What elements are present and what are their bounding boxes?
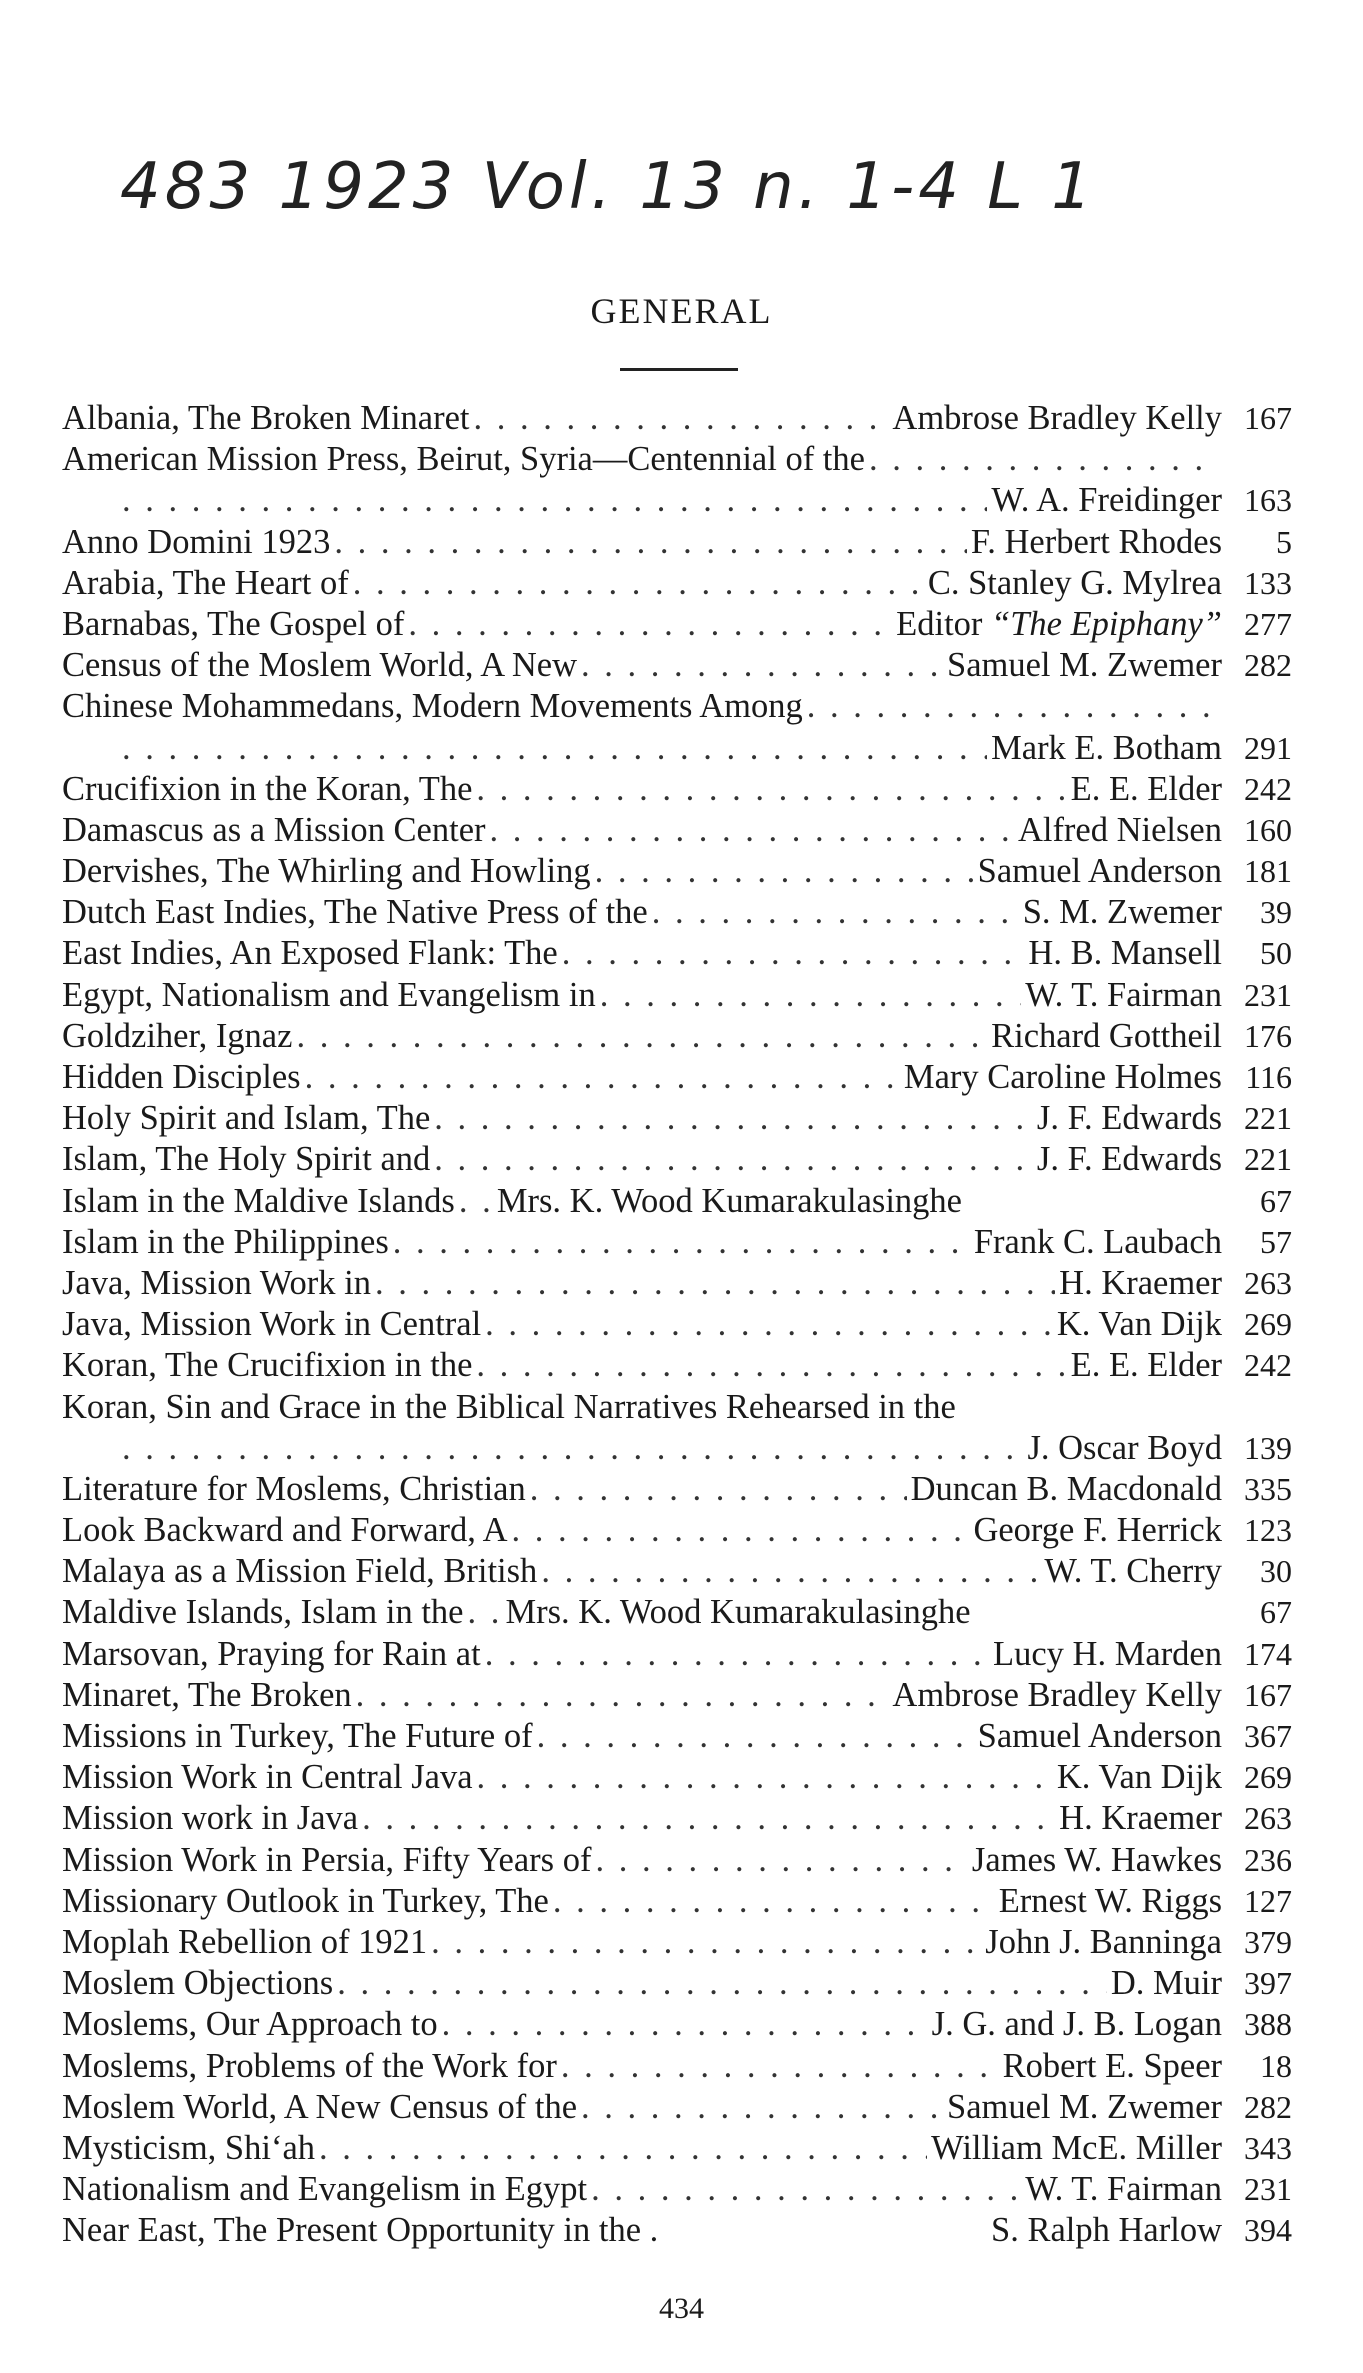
index-entry (62, 1469, 1292, 1510)
entry-page: 263 (1244, 1264, 1292, 1301)
index-entry (62, 2046, 1292, 2087)
index-entry (62, 398, 1292, 439)
index-entry-continuation (62, 1428, 1292, 1469)
entry-author: E. E. Elder (1070, 769, 1222, 808)
entry-author: “The Epiphany” (991, 604, 1222, 643)
entry-author: W. A. Freidinger (991, 481, 1222, 520)
entry-author: Alfred Nielsen (1017, 810, 1222, 849)
entry-page: 139 (1244, 1429, 1292, 1466)
title-rule (620, 368, 738, 371)
entry-page: 221 (1244, 1141, 1292, 1178)
entry-topic: Java, Mission Work in Central (62, 1305, 482, 1344)
index-entry (62, 1592, 1292, 1633)
index-entry (62, 1016, 1292, 1057)
entry-topic: Islam in the Maldive Islands (62, 1181, 455, 1220)
entry-page: 160 (1244, 811, 1292, 848)
entry-page: 236 (1244, 1841, 1292, 1878)
entry-topic: Egypt, Nationalism and Evangelism in (62, 975, 596, 1014)
entry-page: 397 (1244, 1965, 1292, 2002)
entry-author: W. T. Cherry (1044, 1552, 1222, 1591)
index-entry (62, 1510, 1292, 1551)
index-entry (62, 1222, 1292, 1263)
entry-page: 291 (1244, 729, 1292, 766)
index-entry (62, 2004, 1292, 2045)
entry-topic: Mission Work in Persia, Fifty Years of (62, 1840, 592, 1879)
index-entry (62, 1963, 1292, 2004)
index-entry (62, 851, 1292, 892)
entry-topic: Chinese Mohammedans, Modern Movements Among (62, 687, 803, 726)
index-entry (62, 645, 1292, 686)
index-list (62, 398, 1292, 2251)
entry-author: H. Kraemer (1059, 1263, 1222, 1302)
entry-page: 57 (1260, 1223, 1292, 1260)
index-entry (62, 810, 1292, 851)
entry-page: 335 (1244, 1470, 1292, 1507)
entry-page: 282 (1244, 647, 1292, 684)
index-entry (62, 439, 1292, 480)
entry-author: S. M. Zwemer (1022, 893, 1222, 932)
index-entry (62, 1634, 1292, 1675)
index-entry (62, 1345, 1292, 1386)
entry-page: 277 (1244, 605, 1292, 642)
index-entry (62, 769, 1292, 810)
entry-page: 231 (1244, 976, 1292, 1013)
entry-topic: Koran, Sin and Grace in the Biblical Narratives Rehearsed in the (62, 1387, 956, 1426)
entry-author: Mrs. K. Wood Kumarakulasinghe (505, 1593, 971, 1632)
entry-topic: Anno Domini 1923 (62, 522, 331, 561)
entry-author: Duncan B. Macdonald (910, 1469, 1222, 1508)
entry-page: 269 (1244, 1759, 1292, 1796)
index-entry (62, 1675, 1292, 1716)
entry-page: 167 (1244, 1676, 1292, 1713)
entry-author: Samuel Anderson (977, 852, 1222, 891)
index-entry (62, 604, 1292, 645)
index-entry (62, 1057, 1292, 1098)
entry-page: 282 (1244, 2088, 1292, 2125)
index-entry-continuation (62, 728, 1292, 769)
entry-page: 343 (1244, 2129, 1292, 2166)
entry-topic: Mission work in Java (62, 1799, 359, 1838)
index-entry (62, 892, 1292, 933)
entry-page: 39 (1260, 894, 1292, 931)
entry-page: 50 (1260, 935, 1292, 972)
entry-topic: Mission Work in Central Java (62, 1758, 473, 1797)
entry-author: Richard Gottheil (991, 1016, 1222, 1055)
handwritten-call-number: 483 1923 Vol. 13 n. 1-4 L 1 (120, 150, 1096, 224)
page-number: 434 (659, 2292, 704, 2325)
entry-topic: Crucifixion in the Koran, The (62, 769, 473, 808)
index-entry (62, 1304, 1292, 1345)
index-entry (62, 563, 1292, 604)
entry-topic: Moslem World, A New Census of the (62, 2087, 578, 2126)
entry-author: F. Herbert Rhodes (970, 522, 1222, 561)
entry-page: 221 (1244, 1100, 1292, 1137)
index-entry (62, 1139, 1292, 1180)
index-entry (62, 975, 1292, 1016)
entry-topic: Near East, The Present Opportunity in the . (62, 2211, 659, 2250)
entry-author: J. G. and J. B. Logan (931, 2005, 1222, 2044)
index-entry (62, 1716, 1292, 1757)
entry-page: 181 (1244, 853, 1292, 890)
index-entry (62, 2210, 1292, 2251)
entry-page: 167 (1244, 400, 1292, 436)
entry-author: Ernest W. Riggs (998, 1881, 1222, 1920)
entry-page: 133 (1244, 564, 1292, 601)
entry-page: 174 (1244, 1635, 1292, 1672)
entry-topic: Mysticism, Shi‘ah (62, 2128, 316, 2167)
entry-topic: East Indies, An Exposed Flank: The (62, 934, 558, 973)
entry-author-prefix: Editor (896, 604, 992, 643)
entry-topic: Minaret, The Broken (62, 1675, 352, 1714)
index-entry (62, 522, 1292, 563)
entry-page: 367 (1244, 1718, 1292, 1754)
entry-author: Ambrose Bradley Kelly (892, 399, 1222, 437)
entry-topic: Moplah Rebellion of 1921 (62, 1922, 428, 1961)
index-entry (62, 1098, 1292, 1139)
index-entry (62, 1551, 1292, 1592)
entry-page: 269 (1244, 1306, 1292, 1343)
entry-topic: Albania, The Broken Minaret (62, 399, 470, 437)
entry-author: John J. Banninga (985, 1922, 1222, 1961)
index-entry (62, 1881, 1292, 1922)
entry-author: S. Ralph Harlow (991, 2211, 1222, 2250)
entry-author: D. Muir (1110, 1964, 1222, 2003)
entry-page: 123 (1244, 1512, 1292, 1549)
entry-topic: Dutch East Indies, The Native Press of the (62, 893, 648, 932)
entry-author: James W. Hawkes (971, 1840, 1222, 1879)
entry-topic: Barnabas, The Gospel of (62, 604, 405, 643)
index-entry (62, 1798, 1292, 1839)
entry-page: 242 (1244, 1347, 1292, 1384)
entry-page: 163 (1244, 482, 1292, 519)
entry-page: 5 (1276, 523, 1292, 560)
entry-topic: Goldziher, Ignaz (62, 1016, 293, 1055)
entry-topic: Moslem Objections (62, 1964, 334, 2003)
index-entry (62, 1840, 1292, 1881)
entry-author: Robert E. Speer (1002, 2046, 1222, 2085)
entry-page: 231 (1244, 2171, 1292, 2208)
entry-topic: Missionary Outlook in Turkey, The (62, 1881, 549, 1920)
entry-author: C. Stanley G. Mylrea (927, 563, 1222, 602)
entry-topic: Missions in Turkey, The Future of (62, 1717, 533, 1755)
entry-topic: Nationalism and Evangelism in Egypt (62, 2170, 588, 2209)
entry-author: Samuel M. Zwemer (947, 2087, 1222, 2126)
entry-author: Samuel M. Zwemer (947, 646, 1222, 685)
index-entry (62, 2128, 1292, 2169)
entry-page: 30 (1260, 1553, 1292, 1590)
entry-page: 379 (1244, 1923, 1292, 1960)
entry-author: Samuel Anderson (977, 1717, 1222, 1755)
entry-author: Lucy H. Marden (993, 1634, 1222, 1673)
entry-author: W. T. Fairman (1025, 975, 1222, 1014)
section-title: GENERAL (590, 291, 773, 331)
entry-topic: Islam in the Philippines (62, 1222, 389, 1261)
entry-author: J. F. Edwards (1036, 1140, 1222, 1179)
index-entry (62, 1757, 1292, 1798)
index-entry (62, 1387, 1292, 1428)
index-entry (62, 686, 1292, 727)
entry-topic: Maldive Islands, Islam in the (62, 1593, 464, 1632)
entry-topic: Look Backward and Forward, A (62, 1511, 508, 1550)
entry-topic: Hidden Disciples (62, 1058, 301, 1096)
entry-topic: Arabia, The Heart of (62, 563, 349, 602)
entry-topic: Damascus as a Mission Center (62, 810, 486, 849)
entry-topic: Holy Spirit and Islam, The (62, 1099, 431, 1138)
entry-page: 116 (1245, 1059, 1292, 1095)
entry-topic: Java, Mission Work in (62, 1263, 372, 1302)
entry-author: Mrs. K. Wood Kumarakulasinghe (496, 1181, 962, 1220)
entry-author: K. Van Dijk (1056, 1305, 1222, 1344)
entry-topic: Moslems, Problems of the Work for (62, 2046, 557, 2085)
index-entry (62, 2087, 1292, 2128)
entry-author: J. F. Edwards (1036, 1099, 1222, 1138)
entry-page: 176 (1244, 1017, 1292, 1054)
index-entry (62, 1181, 1292, 1222)
entry-topic: Dervishes, The Whirling and Howling (62, 852, 591, 891)
entry-author: E. E. Elder (1070, 1346, 1222, 1385)
entry-author: George F. Herrick (973, 1511, 1222, 1550)
entry-author: Frank C. Laubach (973, 1222, 1222, 1261)
entry-author: H. B. Mansell (1028, 934, 1222, 973)
index-entry (62, 1922, 1292, 1963)
entry-page: 388 (1244, 2006, 1292, 2043)
entry-author: Ambrose Bradley Kelly (892, 1675, 1222, 1714)
entry-page: 394 (1244, 2212, 1292, 2249)
entry-topic: Koran, The Crucifixion in the (62, 1346, 473, 1385)
entry-topic: Malaya as a Mission Field, British (62, 1552, 538, 1591)
entry-author: W. T. Fairman (1025, 2170, 1222, 2209)
entry-topic: Census of the Moslem World, A New (62, 646, 578, 685)
entry-page: 242 (1244, 770, 1292, 807)
entry-author: K. Van Dijk (1056, 1758, 1222, 1797)
entry-topic: Literature for Moslems, Christian (62, 1469, 526, 1508)
entry-topic: American Mission Press, Beirut, Syria—Centennial of the (62, 440, 865, 479)
entry-page: 127 (1244, 1882, 1292, 1919)
entry-page: 67 (1260, 1182, 1292, 1219)
entry-page: 18 (1260, 2047, 1292, 2084)
entry-author: J. Oscar Boyd (1027, 1428, 1222, 1467)
entry-page: 67 (1260, 1594, 1292, 1631)
index-entry (62, 2169, 1292, 2210)
entry-topic: Marsovan, Praying for Rain at (62, 1634, 481, 1673)
index-entry-continuation (62, 480, 1292, 521)
entry-author: H. Kraemer (1059, 1799, 1222, 1838)
index-entry (62, 1263, 1292, 1304)
entry-topic: Moslems, Our Approach to (62, 2005, 438, 2044)
entry-topic: Islam, The Holy Spirit and (62, 1140, 431, 1179)
index-entry (62, 933, 1292, 974)
entry-author: Mary Caroline Holmes (903, 1058, 1222, 1096)
entry-author: Mark E. Botham (991, 728, 1222, 767)
entry-page: 263 (1244, 1800, 1292, 1837)
entry-author: William McE. Miller (931, 2128, 1222, 2167)
